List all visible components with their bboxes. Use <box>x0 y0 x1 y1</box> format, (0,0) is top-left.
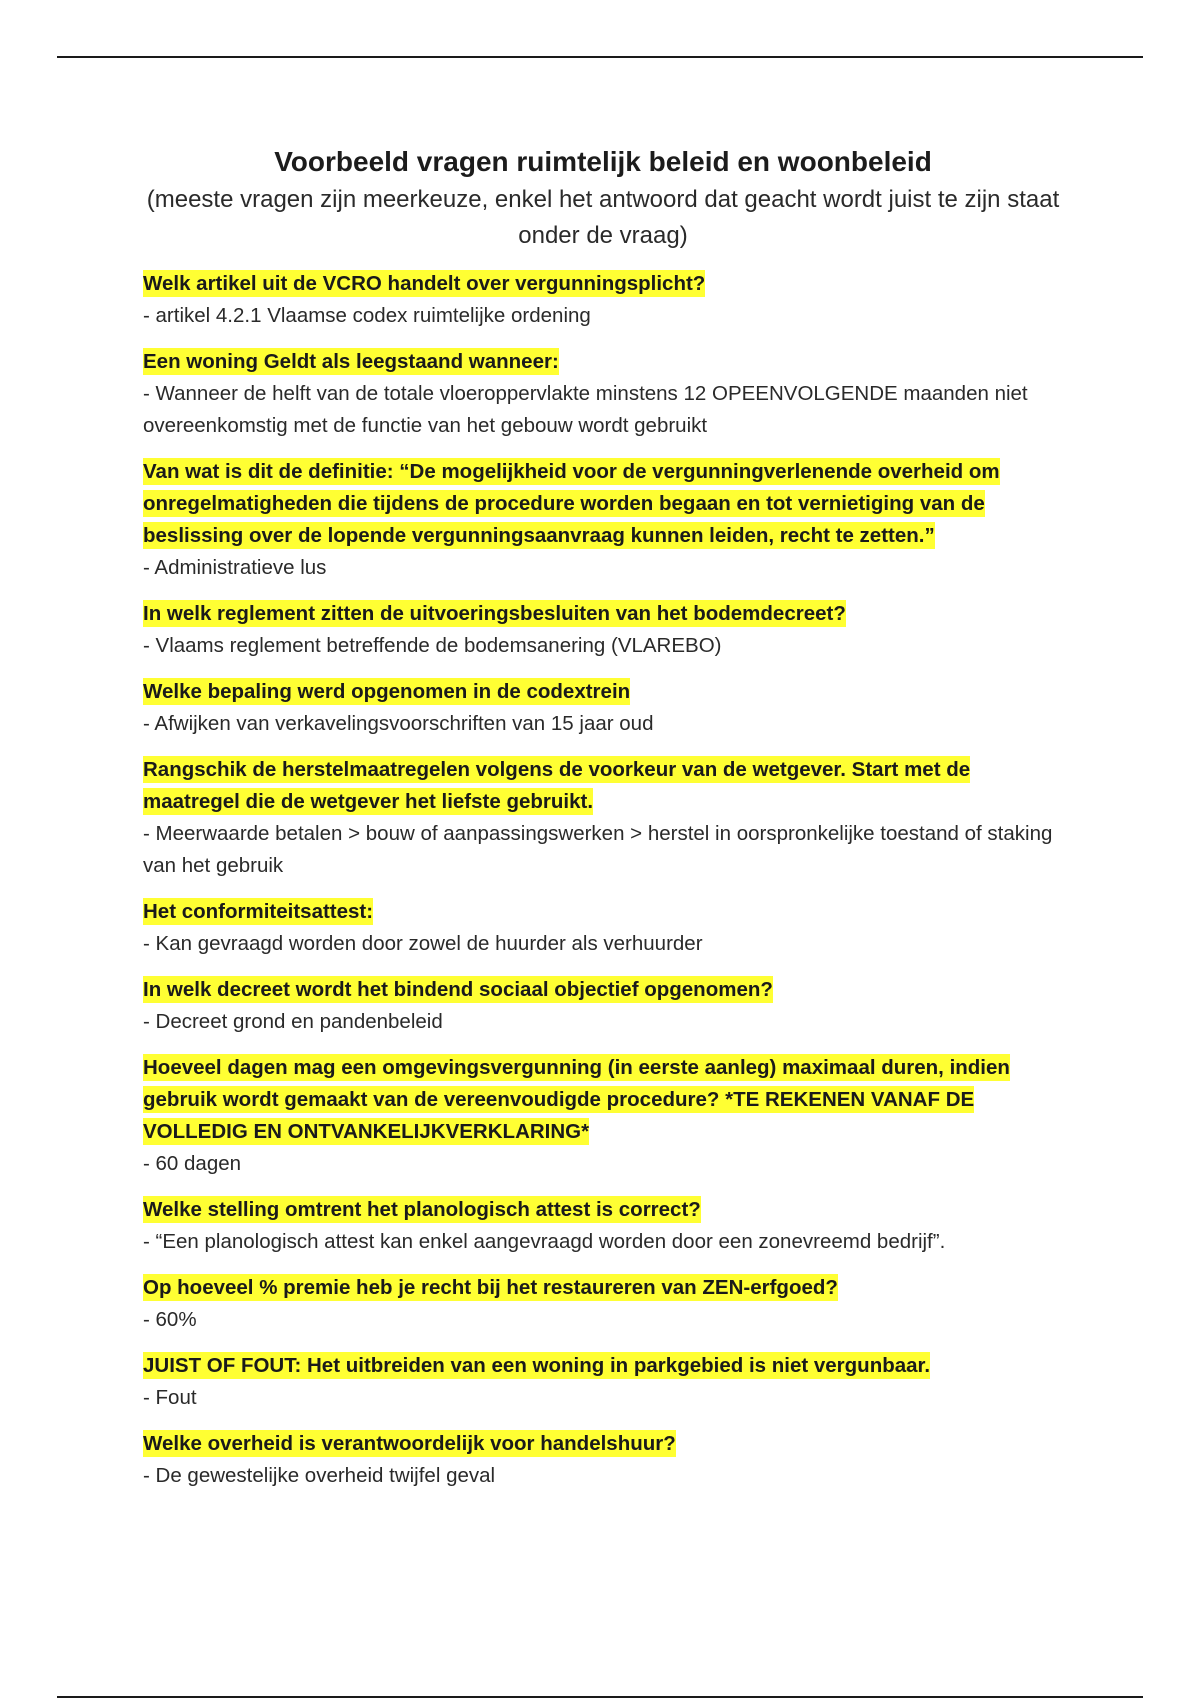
question <box>143 1428 1063 1460</box>
answer: - Afwijken van verkavelingsvoorschriften van 15 jaar oud <box>143 712 654 735</box>
answer: - Fout <box>143 1386 197 1409</box>
question-highlight: In welk decreet wordt het bindend sociaal objectief opgenomen? <box>143 978 773 1001</box>
answer: - 60 dagen <box>143 1152 242 1175</box>
qa-item <box>143 598 1063 662</box>
qa-item <box>143 754 1063 882</box>
question-highlight: Welke bepaling werd opgenomen in de codextrein <box>143 680 631 703</box>
question <box>143 346 1063 378</box>
question-highlight: In welk reglement zitten de uitvoeringsbesluiten van het bodemdecreet? <box>143 602 846 625</box>
question-highlight: Welk artikel uit de VCRO handelt over vergunningsplicht? <box>143 272 706 295</box>
answer: - Kan gevraagd worden door zowel de huurder als verhuurder <box>143 932 703 955</box>
qa-item <box>143 974 1063 1038</box>
answer: - 60% <box>143 1308 197 1331</box>
bottom-rule <box>57 1696 1143 1698</box>
question <box>143 268 1063 300</box>
question-highlight: Rangschik de herstelmaatregelen volgens de voorkeur van de wetgever. Start met de maatregel die de wetgever het liefste gebruikt. <box>143 758 971 813</box>
answer: - Meerwaarde betalen > bouw of aanpassingswerken > herstel in oorspronkelijke toestand of staking van het gebruik <box>143 822 1053 877</box>
answer: - Vlaams reglement betreffende de bodemsanering (VLAREBO) <box>143 634 722 657</box>
question-highlight: Welke overheid is verantwoordelijk voor handelshuur? <box>143 1432 676 1455</box>
qa-item <box>143 1052 1063 1180</box>
question <box>143 1350 1063 1382</box>
answer: - artikel 4.2.1 Vlaamse codex ruimtelijke ordening <box>143 304 591 327</box>
qa-item <box>143 456 1063 584</box>
question <box>143 974 1063 1006</box>
qa-item <box>143 1350 1063 1414</box>
question <box>143 1272 1063 1304</box>
question-highlight: Hoeveel dagen mag een omgevingsvergunning (in eerste aanleg) maximaal duren, indien gebruik wordt gemaakt van de vereenvoudigde procedure? *TE REKENEN VANAF DE VOLLEDIG EN ONTVANKELIJKVERKLARING* <box>143 1056 1010 1143</box>
question-highlight: Welke stelling omtrent het planologisch attest is correct? <box>143 1198 701 1221</box>
question <box>143 456 1063 552</box>
qa-item <box>143 346 1063 442</box>
question <box>143 754 1063 818</box>
qa-item <box>143 268 1063 332</box>
question-highlight: Op hoeveel % premie heb je recht bij het restaureren van ZEN-erfgoed? <box>143 1276 838 1299</box>
question-highlight: Een woning Geldt als leegstaand wanneer: <box>143 350 559 373</box>
answer: - “Een planologisch attest kan enkel aangevraagd worden door een zonevreemd bedrijf”. <box>143 1230 946 1253</box>
question <box>143 676 1063 708</box>
question <box>143 1194 1063 1226</box>
qa-item <box>143 896 1063 960</box>
answer: - Decreet grond en pandenbeleid <box>143 1010 443 1033</box>
answer: - De gewestelijke overheid twijfel geval <box>143 1464 496 1487</box>
document-subtitle: (meeste vragen zijn meerkeuze, enkel het antwoord dat geacht wordt juist te zijn staat onder de vraag) <box>146 186 1060 249</box>
qa-item <box>143 1428 1063 1492</box>
question <box>143 1052 1063 1148</box>
question <box>143 598 1063 630</box>
question-highlight: Van wat is dit de definitie: “De mogelijkheid voor de vergunningverlenende overheid om onregelmatigheden die tijdens de procedure worden begaan en tot vernietiging van de beslissing over de lopende vergunningsaanvraag kunnen leiden, recht te zetten.” <box>143 460 1000 547</box>
qa-item <box>143 1272 1063 1336</box>
answer: - Wanneer de helft van de totale vloeroppervlakte minstens 12 OPEENVOLGENDE maanden niet overeenkomstig met de functie van het gebouw wordt gebruikt <box>143 382 1028 437</box>
question-highlight: JUIST OF FOUT: Het uitbreiden van een woning in parkgebied is niet vergunbaar. <box>143 1354 931 1377</box>
question <box>143 896 1063 928</box>
document-body <box>143 142 1063 1506</box>
question-highlight: Het conformiteitsattest: <box>143 900 374 923</box>
document-title: Voorbeeld vragen ruimtelijk beleid en woonbeleid <box>274 146 932 177</box>
answer: - Administratieve lus <box>143 556 327 579</box>
qa-item <box>143 1194 1063 1258</box>
qa-item <box>143 676 1063 740</box>
top-rule <box>57 56 1143 58</box>
